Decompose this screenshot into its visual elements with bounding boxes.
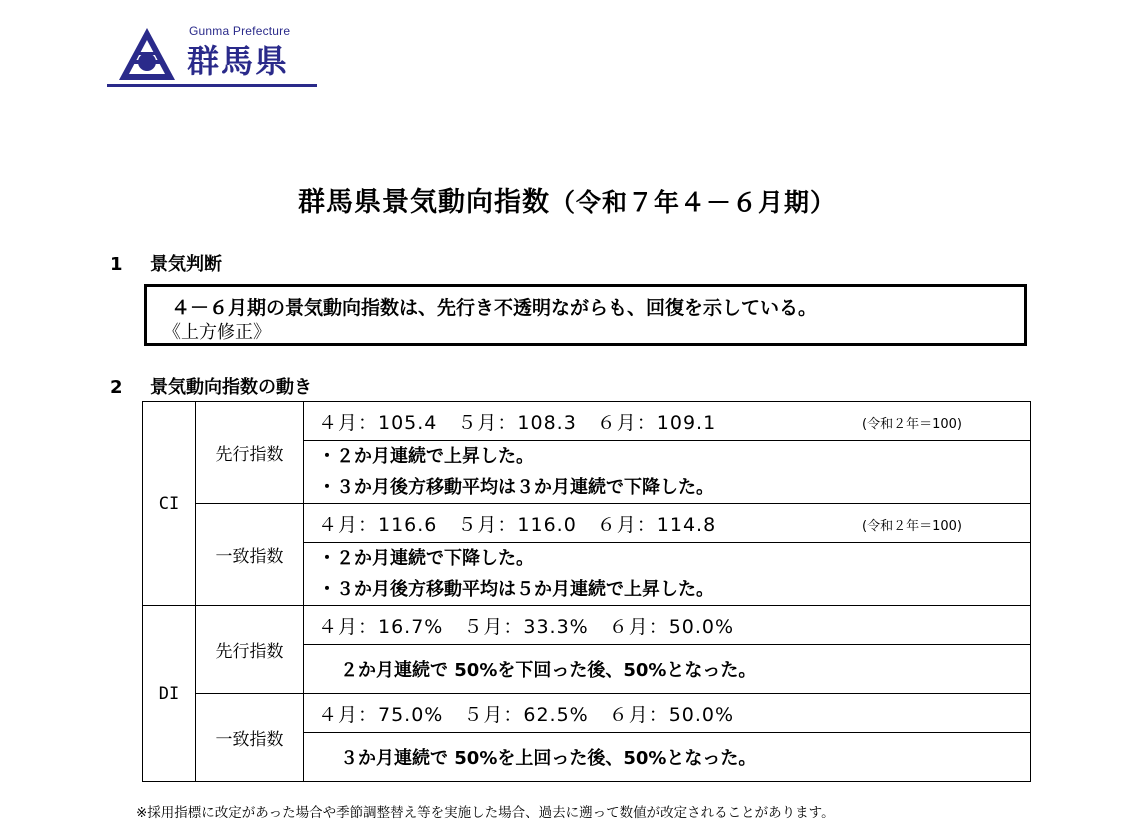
gunma-emblem-icon [117, 26, 177, 84]
footnote: ※採用指標に改定があった場合や季節調整替え等を実施した場合、過去に遡って数値が改定されることがあります。 [136, 805, 835, 821]
base-year-note: (令和２年＝100) [862, 519, 962, 534]
ci-leading-desc [304, 441, 1031, 504]
ci-coincident-values [304, 504, 1031, 543]
bullet: ・３か月後方移動平均は５か月連続で上昇した。 [318, 579, 714, 600]
bullet: ・２か月連続で下降した。 [318, 548, 534, 569]
values-text: ４月：75.0% ５月：62.5% ６月：50.0% [318, 703, 735, 726]
di-label: DI [143, 606, 196, 782]
judgment-box [144, 284, 1027, 346]
section-title: 景気判断 [150, 254, 222, 275]
prefecture-logo [107, 22, 319, 88]
di-leading-label: 先行指数 [196, 606, 304, 694]
bullet: ・２か月連続で上昇した。 [318, 446, 534, 467]
di-coincident-values [304, 694, 1031, 733]
judgment-text: ４－６月期の景気動向指数は、先行き不透明ながらも、回復を示している。 [171, 297, 818, 319]
values-text: ４月：105.4 ５月：108.3 ６月：109.1 [318, 411, 717, 434]
bullet: ・３か月後方移動平均は３か月連続で下降した。 [318, 477, 714, 498]
title-main: 群馬県景気動向指数 [297, 187, 550, 218]
values-text: ４月：116.6 ５月：116.0 ６月：114.8 [318, 513, 717, 536]
base-year-note: (令和２年＝100) [862, 417, 962, 432]
logo-underline [107, 84, 317, 87]
ci-coincident-label: 一致指数 [196, 504, 304, 606]
section-title: 景気動向指数の動き [150, 377, 312, 398]
logo-japanese-text: 群馬県 [187, 42, 290, 80]
ci-leading-values [304, 402, 1031, 441]
logo-english-text: Gunma Prefecture [189, 24, 291, 38]
di-coincident-desc: ３か月連続で 50%を上回った後、50%となった。 [304, 733, 1031, 782]
judgment-revision: 《上方修正》 [163, 322, 271, 343]
ci-coincident-desc [304, 543, 1031, 606]
values-text: ４月：16.7% ５月：33.3% ６月：50.0% [318, 615, 735, 638]
section-2-heading [110, 373, 312, 399]
section-1-heading [110, 250, 222, 276]
ci-label: CI [143, 402, 196, 606]
title-period: （令和７年４－６月期） [549, 188, 836, 217]
di-leading-values [304, 606, 1031, 645]
di-leading-desc: ２か月連続で 50%を下回った後、50%となった。 [304, 645, 1031, 694]
section-number: 2 [110, 377, 123, 398]
di-coincident-label: 一致指数 [196, 694, 304, 782]
index-table [142, 401, 1031, 782]
page-title [0, 180, 1134, 219]
ci-leading-label: 先行指数 [196, 402, 304, 504]
section-number: 1 [110, 254, 123, 275]
